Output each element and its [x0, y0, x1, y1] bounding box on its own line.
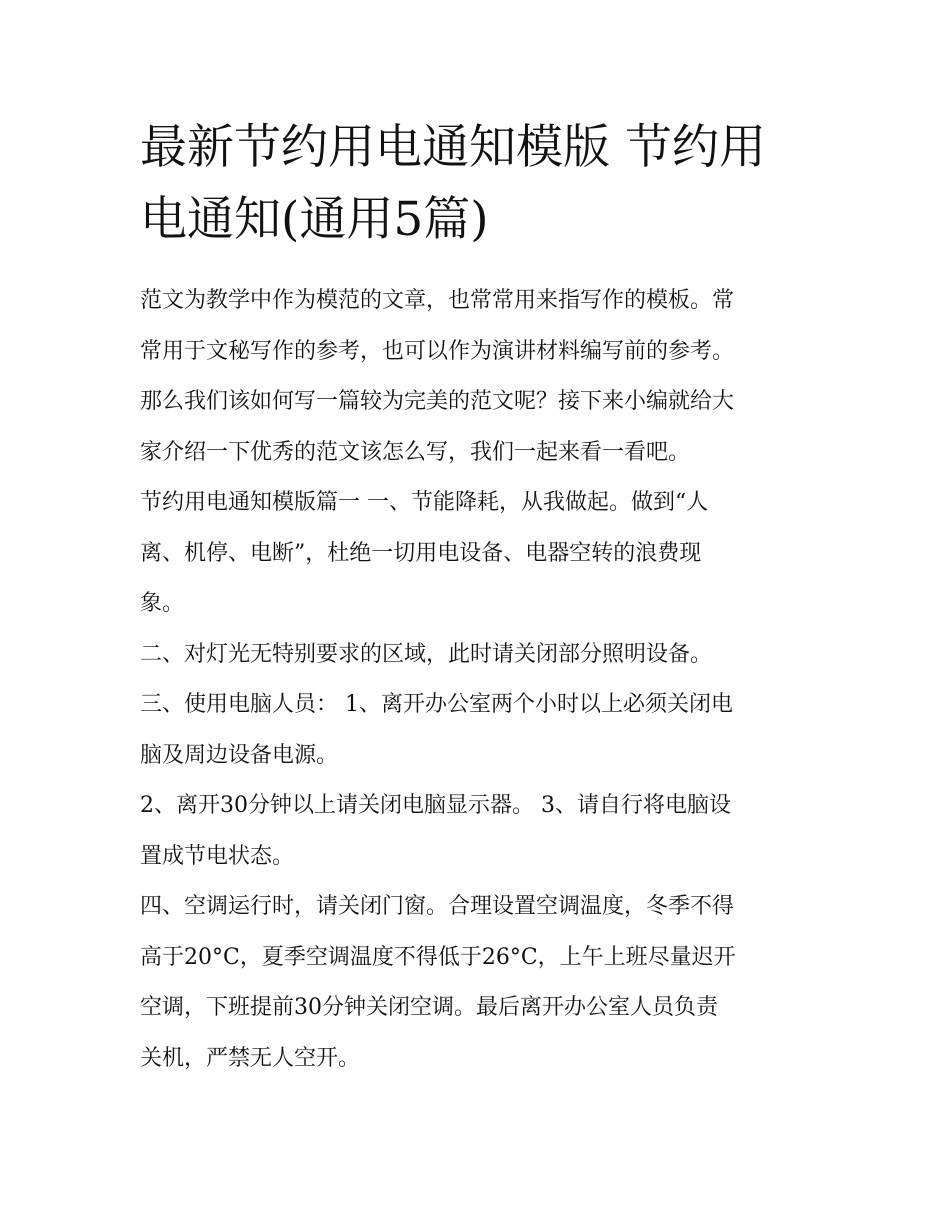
body-line: 四、空调运行时，请关闭门窗。合理设置空调温度，冬季不得 [140, 894, 735, 919]
body-line: 家介绍一下优秀的范文该怎么写，我们一起来看一看吧。 [140, 439, 691, 465]
body-line: 脑及周边设备电源。 [140, 742, 339, 768]
body-line: 2、离开30分钟以上请关闭电脑显示器。 3、请自行将电脑设 [140, 793, 731, 818]
document-body [140, 276, 820, 1084]
title-line-1: 最新节约用电通知模版 节约用 [140, 120, 766, 175]
document-title [140, 112, 820, 256]
body-line: 三、使用电脑人员： 1、离开办公室两个小时以上必须关闭电 [140, 692, 733, 717]
body-line: 那么我们该如何写一篇较为完美的范文呢？接下来小编就给大 [140, 389, 735, 414]
body-line: 象。 [140, 591, 185, 616]
body-line: 常用于文秘写作的参考，也可以作为演讲材料编写前的参考。 [140, 338, 735, 364]
title-line-2: 电通知(通用5篇) [140, 192, 489, 247]
body-line: 高于20°C，夏季空调温度不得低于26°C，上午上班尽量迟开 [140, 944, 736, 970]
body-line: 关机，严禁无人空开。 [140, 1045, 361, 1071]
body-line: 范文为教学中作为模范的文章，也常常用来指写作的模板。常 [140, 288, 735, 313]
body-line: 空调，下班提前30分钟关闭空调。最后离开办公室人员负责 [140, 995, 718, 1020]
body-line: 离、机停、电断”，杜绝一切用电设备、电器空转的浪费现 [140, 540, 702, 566]
body-line: 置成节电状态。 [140, 843, 295, 869]
body-line: 节约用电通知模版篇一 一、节能降耗，从我做起。做到“人 [140, 490, 709, 515]
body-line: 二、对灯光无特别要求的区域，此时请关闭部分照明设备。 [140, 641, 713, 667]
